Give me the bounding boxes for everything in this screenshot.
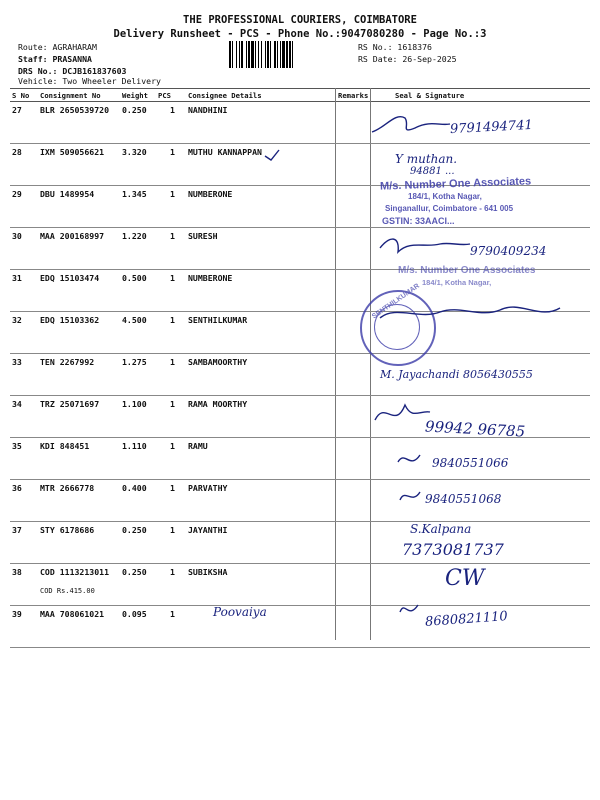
handwritten-phone: 9840551066 <box>432 456 509 470</box>
row-weight: 0.250 <box>122 105 147 115</box>
round-stamp-text: SENTHILKUMAR <box>371 282 421 321</box>
col-remarks: Remarks <box>338 91 369 100</box>
row-sno: 27 <box>12 105 22 115</box>
row-sno: 37 <box>12 525 22 535</box>
row-pcs: 1 <box>170 525 175 535</box>
row-sno: 29 <box>12 189 22 199</box>
row-weight: 0.095 <box>122 609 147 619</box>
handwritten-phone: 99942 96785 <box>424 417 526 441</box>
row-pcs: 1 <box>170 315 175 325</box>
row-consignment: EDQ 15103362 <box>40 315 100 325</box>
handwritten-text: Y muthan. <box>395 152 458 166</box>
row-consignee: NUMBERONE <box>188 273 233 283</box>
row-consignment: COD 1113213011 <box>40 567 110 577</box>
stamp-line: Singanallur, Coimbatore - 641 005 <box>385 204 514 213</box>
handwritten-signature: CW <box>445 566 485 591</box>
cod-amount: COD Rs.415.00 <box>40 587 95 595</box>
row-consignment: TRZ 25071697 <box>40 399 100 409</box>
handwritten-text: S.Kalpana <box>410 522 472 536</box>
row-consignee: JAYANTHI <box>188 525 228 535</box>
row-pcs: 1 <box>170 567 175 577</box>
row-consignee: NANDHINI <box>188 105 228 115</box>
col-pcs: PCS <box>158 91 171 100</box>
col-weight: Weight <box>122 91 148 100</box>
row-consignee: SAMBAMOORTHY <box>188 357 248 367</box>
col-consignment: Consignment No <box>40 91 101 100</box>
row-sno: 32 <box>12 315 22 325</box>
handwritten-phone: 9840551068 <box>425 492 502 506</box>
row-consignment: MAA 200168997 <box>40 231 105 241</box>
stamp-line: M/s. Number One Associates <box>379 175 532 193</box>
row-sno: 35 <box>12 441 22 451</box>
drs-label: DRS No.: DCJB161837603 <box>18 66 127 76</box>
row-consignee: SUBIKSHA <box>188 567 228 577</box>
row-consignee: SENTHILKUMAR <box>188 315 248 325</box>
row-weight: 1.275 <box>122 357 147 367</box>
row-weight: 0.500 <box>122 273 147 283</box>
row-pcs: 1 <box>170 483 175 493</box>
row-pcs: 1 <box>170 399 175 409</box>
row-sno: 28 <box>12 147 22 157</box>
row-sno: 36 <box>12 483 22 493</box>
row-sno: 31 <box>12 273 22 283</box>
row-weight: 4.500 <box>122 315 147 325</box>
row-consignment: IXM 509056621 <box>40 147 105 157</box>
col-sno: S No <box>12 91 30 100</box>
row-weight: 1.345 <box>122 189 147 199</box>
row-weight: 1.100 <box>122 399 147 409</box>
row-weight: 0.250 <box>122 567 147 577</box>
row-consignee: SURESH <box>188 231 218 241</box>
row-consignment: KDI 848451 <box>40 441 90 451</box>
row-pcs: 1 <box>170 231 175 241</box>
handwritten-phone: 94881 ... <box>410 166 455 177</box>
col-consignee: Consignee Details <box>188 91 262 100</box>
row-consignee: MUTHU KANNAPPAN <box>188 147 262 157</box>
row-weight: 1.220 <box>122 231 147 241</box>
row-consignment: DBU 1489954 <box>40 189 95 199</box>
page-title: THE PROFESSIONAL COURIERS, COIMBATORE <box>183 14 417 26</box>
row-consignment: TEN 2267992 <box>40 357 95 367</box>
stamp-line: GSTIN: 33AACI... <box>382 216 455 226</box>
stamp-line: M/s. Number One Associates <box>398 265 536 276</box>
route-label: Route: AGRAHARAM <box>18 42 97 52</box>
row-consignment: MTR 2666778 <box>40 483 95 493</box>
handwritten-name: Poovaiya <box>213 605 267 619</box>
row-consignment: MAA 708061021 <box>40 609 105 619</box>
handwritten-text: M. Jayachandi 8056430555 <box>380 368 533 381</box>
row-pcs: 1 <box>170 273 175 283</box>
row-pcs: 1 <box>170 105 175 115</box>
row-sno: 39 <box>12 609 22 619</box>
row-consignment: BLR 2650539720 <box>40 105 110 115</box>
row-pcs: 1 <box>170 441 175 451</box>
row-consignment: EDQ 15103474 <box>40 273 100 283</box>
row-weight: 0.400 <box>122 483 147 493</box>
stamp-line: 184/1, Kotha Nagar, <box>422 278 492 287</box>
row-sno: 38 <box>12 567 22 577</box>
row-consignment: STY 6178686 <box>40 525 95 535</box>
row-consignee: NUMBERONE <box>188 189 233 199</box>
row-weight: 3.320 <box>122 147 147 157</box>
handwritten-phone: 7373081737 <box>402 540 504 559</box>
row-weight: 1.110 <box>122 441 147 451</box>
rs-date-label: RS Date: 26-Sep-2025 <box>358 54 457 64</box>
handwritten-phone: 9790409234 <box>470 244 547 258</box>
row-pcs: 1 <box>170 609 175 619</box>
staff-label: Staff: PRASANNA <box>18 54 92 64</box>
handwritten-phone: 9791494741 <box>449 117 534 138</box>
row-consignee: RAMU <box>188 441 208 451</box>
row-consignee: RAMA MOORTHY <box>188 399 248 409</box>
row-pcs: 1 <box>170 357 175 367</box>
handwritten-phone: 8680821110 <box>424 609 509 630</box>
row-pcs: 1 <box>170 189 175 199</box>
runsheet-subtitle: Delivery Runsheet - PCS - Phone No.:9047080280 - Page No.:3 <box>113 28 487 40</box>
row-sno: 33 <box>12 357 22 367</box>
row-sno: 34 <box>12 399 22 409</box>
row-consignee: PARVATHY <box>188 483 228 493</box>
col-seal: Seal & Signature <box>395 91 465 100</box>
row-weight: 0.250 <box>122 525 147 535</box>
stamp-line: 184/1, Kotha Nagar, <box>408 192 482 201</box>
row-sno: 30 <box>12 231 22 241</box>
row-pcs: 1 <box>170 147 175 157</box>
rs-no-label: RS No.: 1618376 <box>358 42 432 52</box>
vehicle-label: Vehicle: Two Wheeler Delivery <box>18 76 161 86</box>
